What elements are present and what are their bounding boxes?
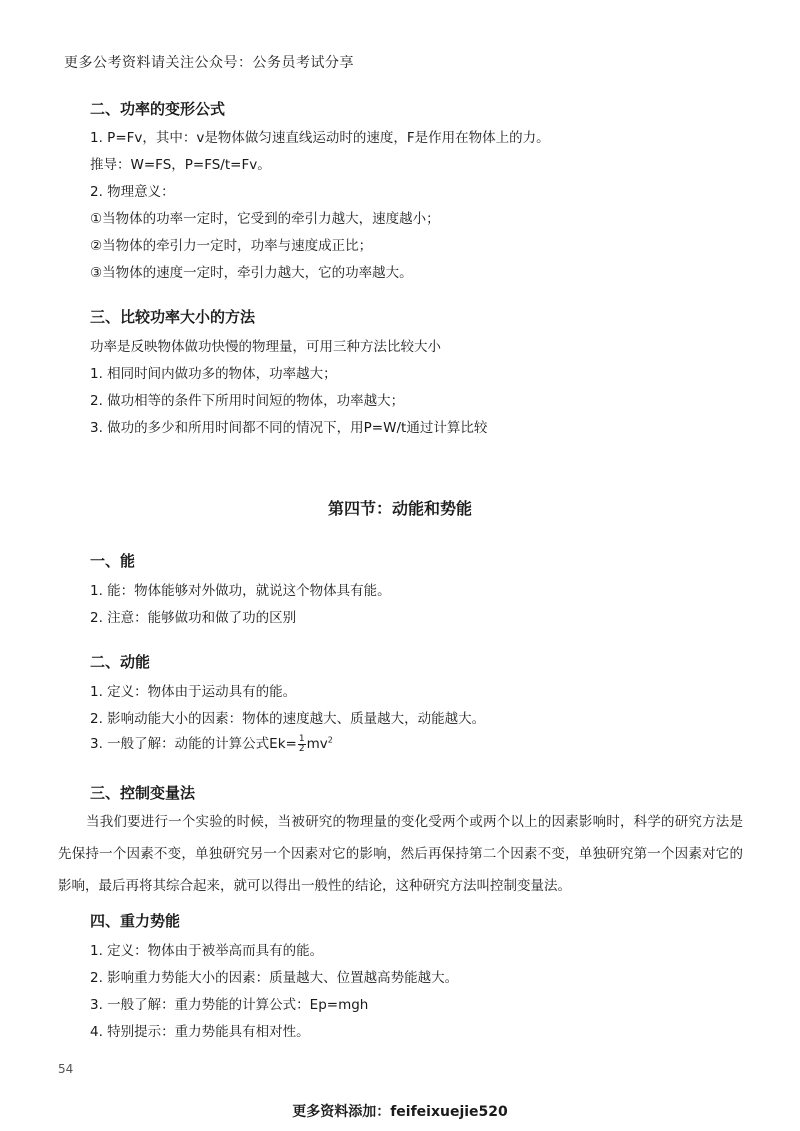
- text-line: ②当物体的牵引力一定时，功率与速度成正比；: [90, 238, 373, 254]
- text-line: ①当物体的功率一定时，它受到的牵引力越大，速度越小；: [90, 211, 440, 227]
- page-header: 更多公考资料请关注公众号：公务员考试分享: [64, 55, 354, 71]
- text-line: 2. 做功相等的条件下所用时间短的物体，功率越大；: [90, 393, 405, 409]
- section-heading-kinetic: 二、动能: [90, 653, 151, 671]
- chapter-title: 第四节：动能和势能: [327, 499, 472, 518]
- section-heading-power-formula: 二、功率的变形公式: [90, 100, 226, 118]
- text-line: 3. 做功的多少和所用时间都不同的情况下，用P=W/t通过计算比较: [90, 420, 488, 436]
- formula-suffix: mv: [306, 736, 328, 752]
- text-line: ③当物体的速度一定时，牵引力越大，它的功率越大。: [90, 265, 413, 281]
- page-footer: 更多资料添加：feifeixuejie520: [292, 1104, 508, 1120]
- formula-prefix: 3. 一般了解：动能的计算公式Ek=: [90, 736, 297, 752]
- section-heading-gravity-potential: 四、重力势能: [90, 912, 181, 930]
- text-line: 2. 物理意义：: [90, 184, 175, 200]
- text-line: 1. 定义：物体由于被举高而具有的能。: [90, 943, 324, 959]
- kinetic-formula-line: [90, 732, 333, 754]
- section-heading-control-variable: 三、控制变量法: [90, 784, 196, 802]
- text-line: 1. P=Fv，其中：v是物体做匀速直线运动时的速度，F是作用在物体上的力。: [90, 130, 550, 146]
- formula-exponent: 2: [327, 735, 333, 745]
- text-line: 1. 定义：物体由于运动具有的能。: [90, 684, 297, 700]
- fraction: [298, 735, 306, 754]
- text-line: 4. 特别提示：重力势能具有相对性。: [90, 1024, 310, 1040]
- text-line: 3. 一般了解：重力势能的计算公式：Ep=mgh: [90, 997, 369, 1013]
- text-line: 2. 影响动能大小的因素：物体的速度越大、质量越大，动能越大。: [90, 711, 486, 727]
- fraction-denominator: 2: [298, 743, 305, 754]
- text-line: 功率是反映物体做功快慢的物理量，可用三种方法比较大小: [90, 339, 441, 355]
- section-heading-compare-power: 三、比较功率大小的方法: [90, 308, 256, 326]
- section-heading-energy: 一、能: [90, 552, 136, 570]
- text-line: 推导：W=FS，P=FS/t=Fv。: [90, 157, 271, 173]
- text-line: 2. 影响重力势能大小的因素：质量越大、位置越高势能越大。: [90, 970, 459, 986]
- text-line: 1. 相同时间内做功多的物体，功率越大；: [90, 366, 337, 382]
- page-number: 54: [58, 1062, 74, 1076]
- control-variable-paragraph: 当我们要进行一个实验的时候，当被研究的物理量的变化受两个或两个以上的因素影响时，科学的研究方法是先保持一个因素不变，单独研究另一个因素对它的影响，然后再保持第二个因素不变，单独研究第一个因素对它的影响，最后再将其综合起来，就可以得出一般性的结论，这种研究方法叫控制变量法。: [58, 814, 743, 894]
- text-line: 2. 注意：能够做功和做了功的区别: [90, 610, 297, 626]
- text-line: 1. 能：物体能够对外做功，就说这个物体具有能。: [90, 583, 391, 599]
- fraction-numerator: 1: [298, 733, 305, 744]
